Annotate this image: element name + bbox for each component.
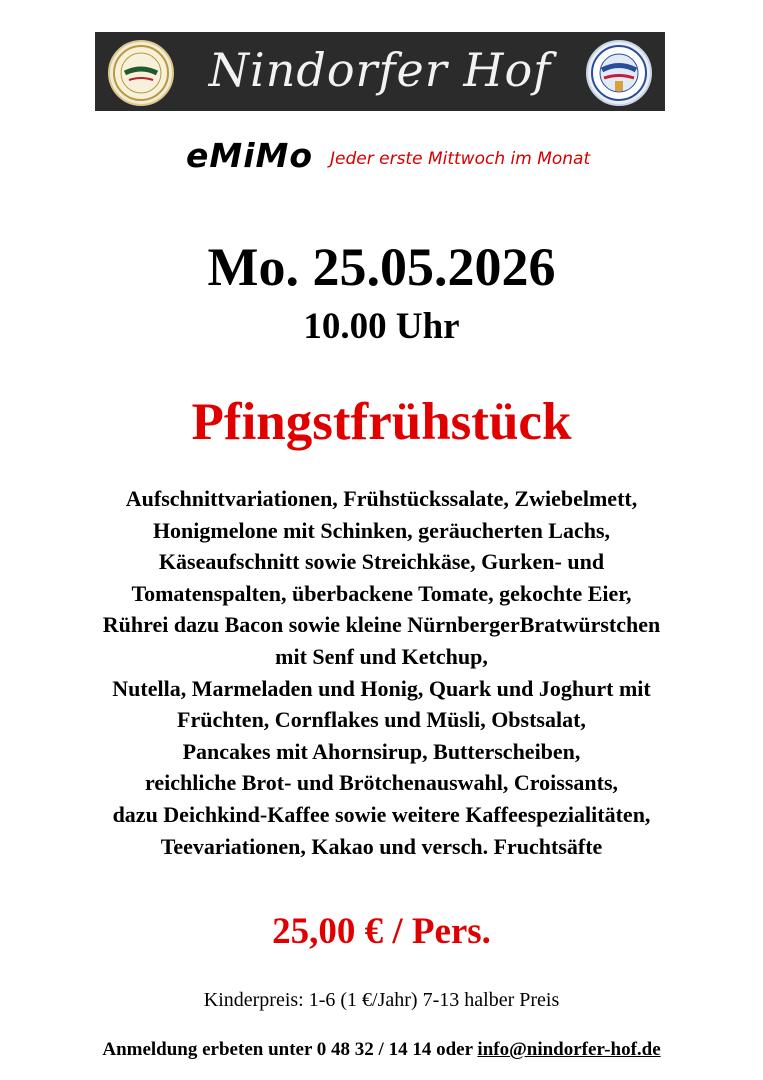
event-title: Pfingstfrühstück (191, 393, 572, 451)
restaurant-name: Nindorfer Hof (208, 43, 552, 97)
menu-line: Aufschnittvariationen, Frühstückssalate, Zwiebelmett, (125, 486, 638, 511)
wheat-beer-seal-logo (586, 40, 652, 106)
menu-line: mit Senf und Ketchup, (275, 643, 488, 669)
registration-text: Anmeldung erbeten unter 0 48 32 / 14 14 oder (102, 1039, 478, 1060)
event-time: 10.00 Uhr (303, 306, 460, 347)
price-per-person: 25,00 € / Pers. (272, 911, 491, 952)
emimo-line (0, 136, 763, 176)
menu-line: Früchten, Cornflakes und Müsli, Obstsalat, (177, 707, 586, 733)
header-banner (95, 32, 665, 111)
menu-line: Honigmelone mit Schinken, geräucherten Lachs, (152, 517, 611, 543)
menu-line: Rührei dazu Bacon sowie kleine NürnbergerBratwürstchen (102, 612, 661, 638)
emimo-tagline: Jeder erste Mittwoch im Monat (330, 149, 591, 169)
registration-line (0, 1036, 763, 1064)
event-date: Mo. 25.05.2026 (207, 237, 556, 297)
menu-line: Käseaufschnitt sowie Streichkäse, Gurken- und (158, 549, 605, 575)
menu-line: dazu Deichkind-Kaffee sowie weitere Kaffeespezialitäten, (112, 801, 651, 827)
menu-line: Teevariationen, Kakao und versch. Fruchtsäfte (160, 833, 603, 859)
menu-line: reichliche Brot- und Brötchenauswahl, Croissants, (144, 770, 619, 796)
menu-line: Pancakes mit Ahornsirup, Butterscheiben, (182, 738, 581, 764)
menu-list (0, 483, 763, 862)
brewery-seal-logo (108, 40, 174, 106)
menu-line: Tomatenspalten, überbackene Tomate, gekochte Eier, (131, 580, 632, 606)
email-link[interactable]: info@nindorfer-hof.de (477, 1039, 661, 1060)
emimo-label: eMiMo (186, 136, 314, 175)
kids-price: Kinderpreis: 1-6 (1 €/Jahr) 7-13 halber Preis (203, 989, 560, 1011)
menu-line: Nutella, Marmeladen und Honig, Quark und Joghurt mit (112, 675, 651, 701)
